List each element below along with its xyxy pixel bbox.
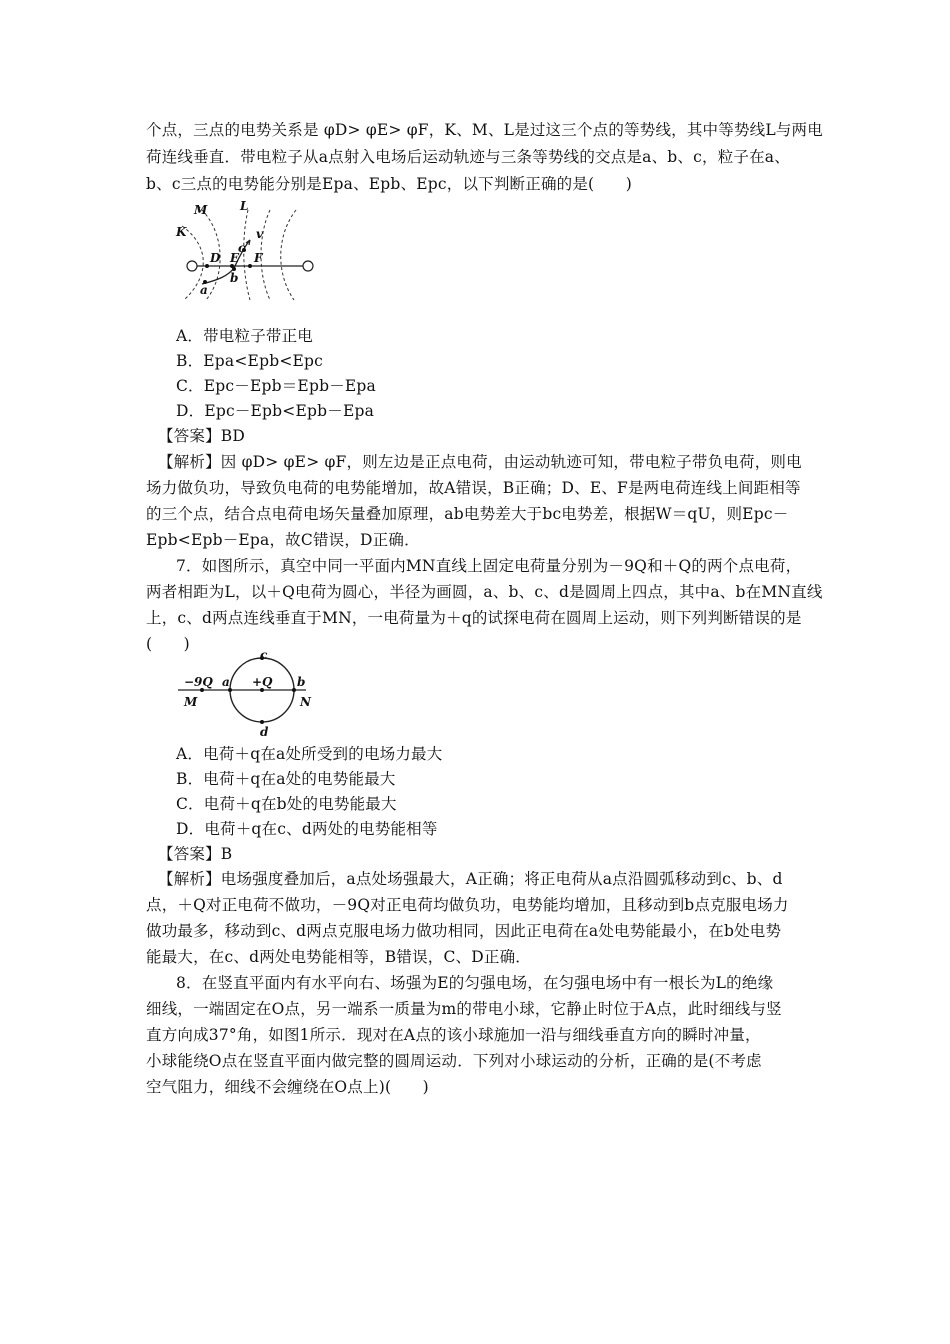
- q7-analysis-line-1: 【解析】电场强度叠加后，a点处场强最大，A正确；将正电荷从a点沿圆弧移动到c、b、d: [158, 870, 783, 888]
- label-d: d: [260, 725, 269, 739]
- q7-option-d: D．电荷＋q在c、d两处的电势能相等: [176, 820, 438, 838]
- label-minus-9Q: −9Q: [184, 675, 213, 689]
- q6-stem-line-3: b、c三点的电势能分别是Epa、Epb、Epc，以下判断正确的是( ): [146, 175, 632, 193]
- label-N: N: [300, 695, 311, 709]
- label-E: E: [230, 251, 240, 265]
- equipotential-L: [244, 210, 250, 300]
- q7-circle-figure: [176, 652, 326, 740]
- q8-stem-line-4: 小球能绕O点在竖直平面内做完整的圆周运动．下列对小球运动的分析，正确的是(不考虑: [146, 1052, 762, 1070]
- label-L: L: [240, 199, 249, 213]
- point-d: [260, 720, 264, 724]
- q7-analysis-line-4: 能最大，在c、d两处电势能相等，B错误，C、D正确．: [146, 948, 531, 966]
- label-b: b: [230, 271, 239, 285]
- right-charge: [303, 261, 313, 271]
- label-b: b: [297, 675, 306, 689]
- label-c: c: [238, 241, 246, 255]
- point-D: [205, 264, 209, 268]
- q8-stem-line-2: 细线，一端固定在O点，另一端系一质量为m的带电小球，它静止时位于A点，此时细线与竖: [146, 1000, 782, 1018]
- q8-stem-line-1: 8．在竖直平面内有水平向右、场强为E的匀强电场，在匀强电场中有一根长为L的绝缘: [176, 974, 774, 992]
- label-plus-Q: +Q: [252, 675, 273, 689]
- point-F: [248, 264, 252, 268]
- q7-answer: 【答案】B: [158, 845, 233, 863]
- q6-equipotential-figure: [172, 196, 322, 302]
- q6-stem-line-2: 荷连线垂直．带电粒子从a点射入电场后运动轨迹与三条等势线的交点是a、b、c，粒子在a、: [146, 148, 790, 166]
- q7-stem-line-3: 上，c、d两点连线垂直于MN，一电荷量为＋q的试探电荷在圆周上运动，则下列判断错误的是: [146, 609, 802, 627]
- q7-option-a: A．电荷＋q在a处所受到的电场力最大: [176, 745, 443, 763]
- q8-stem-line-3: 直方向成37°角，如图1所示．现对在A点的该小球施加一沿与细线垂直方向的瞬时冲量，: [146, 1026, 761, 1044]
- equipotential-right-2: [281, 210, 296, 300]
- label-D: D: [210, 251, 221, 265]
- q7-analysis-line-3: 做功最多，移动到c、d两点克服电场力做功相同，因此正电荷在a处电势能最小，在b处电势: [146, 922, 782, 940]
- label-M: M: [194, 203, 208, 217]
- q8-stem-line-5: 空气阻力，细线不会缠绕在O点上)( ): [146, 1078, 429, 1096]
- q6-analysis-line-1: 【解析】因 φD> φE> φF，则左边是正点电荷，由运动轨迹可知，带电粒子带负电荷，则电: [158, 453, 802, 471]
- q7-stem-line-4: ( ): [146, 635, 190, 653]
- q6-option-d: D．Epc－Epb<Epb－Epa: [176, 402, 375, 420]
- q6-analysis-line-3: 的三个点，结合点电荷电场矢量叠加原理，ab电势差大于bc电势差，根据W＝qU，则Epc－: [146, 505, 789, 523]
- q6-option-b: B．Epa<Epb<Epc: [176, 352, 324, 370]
- q6-analysis-line-4: Epb<Epb－Epa，故C错误，D正确．: [146, 531, 420, 549]
- label-a: a: [222, 675, 230, 689]
- q6-answer: 【答案】BD: [158, 427, 246, 445]
- q6-stem-line-1: 个点，三点的电势关系是 φD> φE> φF，K、M、L是过这三个点的等势线，其中等势线L与两电: [146, 121, 823, 139]
- label-M: M: [184, 695, 198, 709]
- label-K: K: [176, 225, 187, 239]
- label-v: v: [256, 227, 263, 241]
- q7-analysis-line-2: 点，＋Q对正电荷不做功，－9Q对正电荷均做负功，电势能均增加，且移动到b点克服电场力: [146, 896, 789, 914]
- left-charge: [187, 261, 197, 271]
- label-c: c: [260, 652, 268, 662]
- q6-option-a: A．带电粒子带正电: [176, 327, 313, 345]
- q7-stem-line-2: 两者相距为L，以＋Q电荷为圆心，半径为画圆，a、b、c、d是圆周上四点，其中a、b在MN直线: [146, 583, 823, 601]
- q7-stem-line-1: 7．如图所示，真空中同一平面内MN直线上固定电荷量分别为－9Q和＋Q的两个点电荷，: [176, 557, 802, 575]
- label-a: a: [200, 283, 208, 297]
- point-b: [292, 688, 296, 692]
- q6-analysis-line-2: 场力做负功，导致负电荷的电势能增加，故A错误，B正确；D、E、F是两电荷连线上间距相等: [146, 479, 801, 497]
- label-F: F: [254, 251, 263, 265]
- q7-option-c: C．电荷＋q在b处的电势能最大: [176, 795, 397, 813]
- q7-option-b: B．电荷＋q在a处的电势能最大: [176, 770, 396, 788]
- q6-option-c: C．Epc－Epb＝Epb－Epa: [176, 377, 376, 395]
